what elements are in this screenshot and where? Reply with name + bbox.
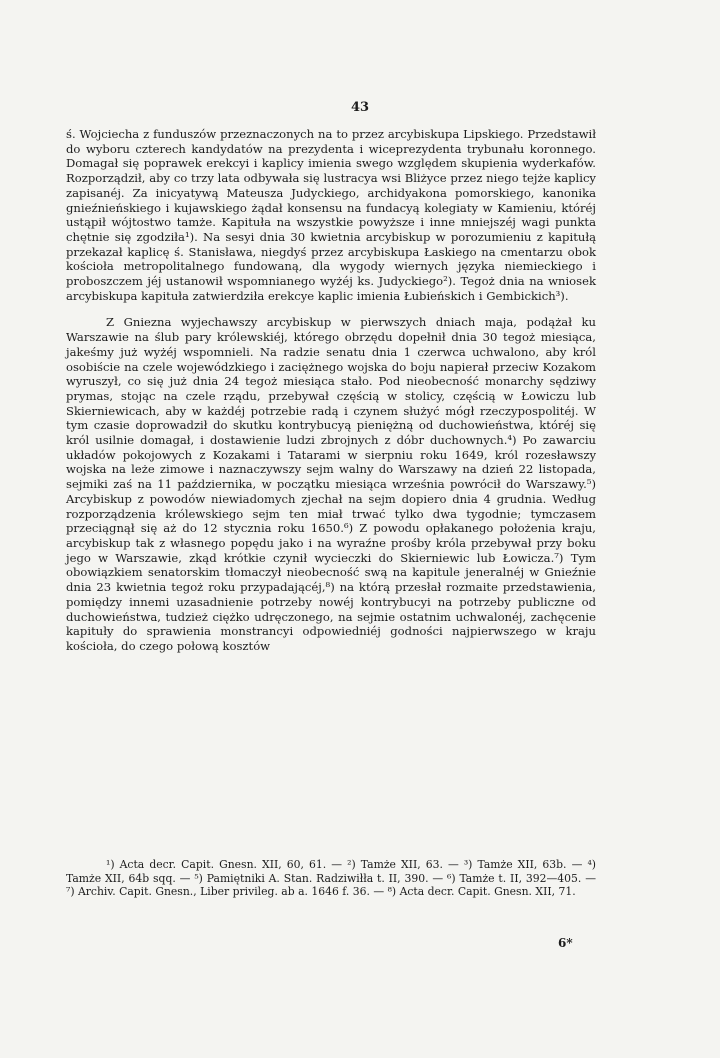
body-text [66, 127, 596, 654]
footnote-text: ¹) Acta decr. Capit. Gnesn. XII, 60, 61. — ²) Tamże XII, 63. — ³) Tamże XII, 63b. — ⁴) Tamże XII, 64b sqq. — ⁵) Pamiętniki A. Stan. Radziwiłła t. II, 390. — ⁶) Tamże t. II, 392—405. — ⁷) Archiv. Capit. Gnesn., Liber privileg. ab a. 1646 f. 36. — ⁸) Acta decr. Capit. Gnesn. XII, 71. [66, 858, 596, 898]
printer-signature-mark: 6* [558, 936, 573, 950]
paragraph-1: ś. Wojciecha z funduszów przeznaczonych na to przez arcybiskupa Lipskiego. Przedstawił do wyboru czterech kandydatów na prezydenta i wiceprezydenta trybunału koronnego. Domagał się poprawek erekcyi i kaplicy imienia swego względem skupienia wyderkafów. Rozporządził, aby co trzy lata odbywała się lustracya wsi Bliżyce przez niego tejże kaplicy zapisanéj. Za inicyatywą Mateusza Judyckiego, archidyakona pomorskiego, kanonika gnieźnieńskiego i kujawskiego żądał konsensu na fundacyą kolegiaty w Kamieniu, któréj ustąpił wójtostwo tamże. Kapituła na wszystkie powyższe i inne mniejszéj wagi punkta chętnie się zgodziła¹). Na sesyi dnia 30 kwietnia arcybiskup w porozumieniu z kapitułą przekazał kaplicę ś. Stanisława, niegdyś przez arcybiskupa Łaskiego na cmentarzu obok kościoła metropolitalnego fundowaną, dla wygody wiernych języka niemieckiego i proboszczem jéj ustanowił wspomnianego wyżéj ks. Judyckiego²). Tegoż dnia na wniosek arcybiskupa kapituła zatwierdziła erekcye kaplic imienia Łubieńskich i Gembickich³). [66, 127, 596, 303]
footnotes [66, 858, 596, 899]
paragraph-2: Z Gniezna wyjechawszy arcybiskup w pierwszych dniach maja, podążał ku Warszawie na ślub pary królewskiéj, którego obrzędu dopełnił dnia 30 tegoż miesiąca, jakeśmy już wyżéj wspomnieli. Na radzie senatu dnia 1 czerwca uchwalono, aby król osobiście na czele wojewódzkiego i zaciężnego wojska do boju napierał przeciw Kozakom wyruszył, co się już dnia 24 tegoż miesiąca stało. Pod nieobecność monarchy sędziwy prymas, stojąc na czele rządu, przebywał częścią w stolicy, częścią w Łowiczu lub Skierniewicach, aby w każdéj potrzebie radą i czynem służyć mógł rzeczypospolitéj. W tym czasie doprowadził do skutku kontrybucyą pieniężną od duchowieństwa, któréj się król usilnie domagał, i dostawienie ludzi zbrojnych z dóbr duchownych.⁴) Po zawarciu układów pokojowych z Kozakami i Tatarami w sierpniu roku 1649, król rozesławszy wojska na leże zimowe i naznaczywszy sejm walny do Warszawy na dzień 22 listopada, sejmiki zaś na 11 października, w początku miesiąca września powrócił do Warszawy.⁵) Arcybiskup z powodów niewiadomych zjechał na sejm dopiero dnia 4 grudnia. Według rozporządzenia królewskiego sejm ten miał trwać tylko dwa tygodnie; tymczasem przeciągnął się aż do 12 stycznia roku 1650.⁶) Z powodu opłakanego położenia kraju, arcybiskup tak z własnego popędu jako i na wyraźne prośby króla przebywał przy boku jego w Warszawie, zkąd krótkie czynił wycieczki do Skierniewic lub Łowicza.⁷) Tym obowiązkiem senatorskim tłomaczył nieobecność swą na kapitule jeneralnéj w Gnieźnie dnia 23 kwietnia tegoż roku przypadającéj,⁸) na którą przesłał rozmaite przedstawienia, pomiędzy innemi uzasadnienie potrzeby nowéj kontrybucyi na potrzeby publiczne od duchowieństwa, tudzież ciężko udręczonego, na sejmie ostatnim uchwalonéj, zachęcenie kapituły do sprawienia monstrancyi odpowiedniéj godności najpierwszego w kraju kościoła, do czego połową kosztów [66, 315, 596, 653]
page-number: 43 [350, 100, 370, 115]
